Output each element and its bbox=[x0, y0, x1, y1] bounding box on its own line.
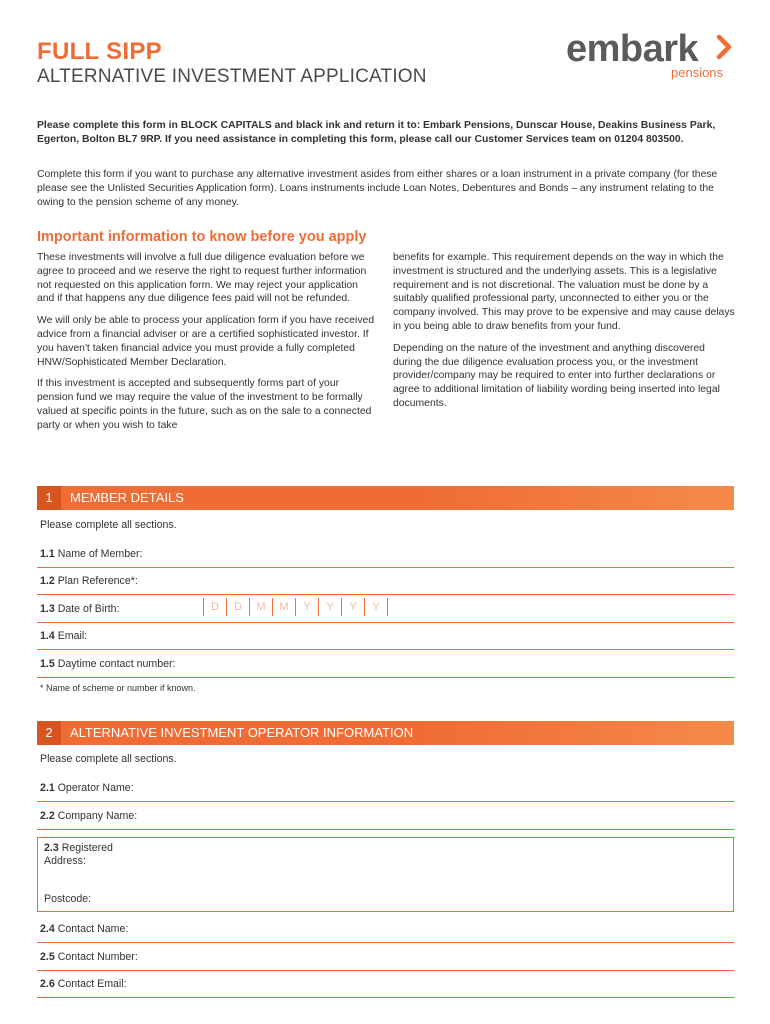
section-2-header bbox=[37, 721, 734, 745]
logo-subtext: pensions bbox=[671, 65, 724, 80]
dob-year-box[interactable]: Y bbox=[341, 598, 364, 616]
field-label: Date of Birth: bbox=[57, 603, 120, 615]
info-paragraph: Depending on the nature of the investment and anything discovered during the due diligence evaluation process you, or the investment provider/company may be required to enter into further declarations or agree to additional limitation of liability wording being inserted into legal documents. bbox=[393, 342, 720, 409]
important-info-right-column bbox=[393, 251, 735, 419]
field-number: 2.5 bbox=[40, 951, 55, 963]
contact-name-row bbox=[37, 916, 734, 943]
field-label: Company Name: bbox=[57, 810, 138, 822]
section-2-instruction: Please complete all sections. bbox=[40, 753, 177, 765]
member-name-row bbox=[37, 541, 734, 568]
field-label: Contact Name: bbox=[57, 923, 129, 935]
section-1-header bbox=[37, 486, 734, 510]
field-number: 1.4 bbox=[40, 630, 55, 642]
field-label: Daytime contact number: bbox=[57, 658, 176, 670]
logo-wordmark: embark bbox=[566, 28, 699, 70]
plan-reference-row bbox=[37, 568, 734, 595]
field-label: Contact Email: bbox=[57, 978, 127, 990]
operator-name-input[interactable] bbox=[207, 778, 730, 798]
dob-day-box[interactable]: D bbox=[203, 598, 226, 616]
member-name-input[interactable] bbox=[207, 544, 730, 564]
dob-year-box[interactable]: Y bbox=[318, 598, 341, 616]
field-number: 2.2 bbox=[40, 810, 55, 822]
dob-month-box[interactable]: M bbox=[272, 598, 295, 616]
field-label: Email: bbox=[57, 630, 88, 642]
field-label: Registered bbox=[61, 842, 113, 854]
return-instructions: Please complete this form in BLOCK CAPITALS and black ink and return it to: Embark Pensions, Dunscar House, Deakins Business Park, Egerton, Bolton BL7 9RP. If you need assistance in completing this form, please call our Customer Services team on 01204 803500. bbox=[37, 120, 716, 145]
email-row bbox=[37, 623, 734, 650]
operator-name-row bbox=[37, 775, 734, 802]
important-info-heading: Important information to know before you apply bbox=[37, 229, 367, 245]
embark-logo bbox=[566, 30, 736, 86]
important-info-left-column bbox=[37, 251, 375, 441]
daytime-number-input[interactable] bbox=[212, 654, 730, 674]
field-number: 2.6 bbox=[40, 978, 55, 990]
dob-year-box[interactable]: Y bbox=[295, 598, 318, 616]
section-1-instruction: Please complete all sections. bbox=[40, 519, 177, 531]
contact-email-input[interactable] bbox=[207, 974, 730, 994]
form-purpose-text: Complete this form if you want to purchase any alternative investment asides from either shares or a loan instrument in a private company (for these please see the Unlisted Securities Application form). Loans instruments include Loan Notes, Debentures and Bonds – any instrument relating to the owing to the pension scheme of any money. bbox=[37, 169, 718, 208]
field-number: 1.1 bbox=[40, 548, 55, 560]
footnote: * Name of scheme or number if known. bbox=[40, 683, 196, 693]
field-label: Plan Reference*: bbox=[57, 575, 138, 587]
info-paragraph: If this investment is accepted and subsequently forms part of your pension fund we may require the value of the investment to be formally valued at specific points in the future, such as on the sale to a connected party or when you wish to take bbox=[37, 378, 372, 431]
dob-month-box[interactable]: M bbox=[249, 598, 272, 616]
chevron-right-icon bbox=[714, 34, 734, 60]
company-name-input[interactable] bbox=[207, 806, 730, 826]
email-input[interactable] bbox=[207, 626, 730, 646]
registered-address-box[interactable] bbox=[37, 837, 734, 912]
field-label: Name of Member: bbox=[57, 548, 143, 560]
contact-number-input[interactable] bbox=[207, 947, 730, 967]
section-title: ALTERNATIVE INVESTMENT OPERATOR INFORMATION bbox=[70, 725, 414, 740]
field-number: 2.1 bbox=[40, 782, 55, 794]
section-title: MEMBER DETAILS bbox=[70, 490, 184, 505]
form-subtitle: ALTERNATIVE INVESTMENT APPLICATION bbox=[37, 66, 427, 87]
field-number: 1.5 bbox=[40, 658, 55, 670]
field-number: 2.3 bbox=[44, 842, 59, 854]
dob-day-box[interactable]: D bbox=[226, 598, 249, 616]
postcode-label: Postcode: bbox=[44, 893, 92, 905]
field-number: 1.2 bbox=[40, 575, 55, 587]
daytime-number-row bbox=[37, 651, 734, 678]
section-number: 2 bbox=[37, 721, 61, 745]
info-paragraph: We will only be able to process your application form if you have received advice from a financial adviser or are a certified sophisticated investor. If you haven't taken financial advice you must provide a fully completed HNW/Sophisticated Member Declaration. bbox=[37, 315, 375, 368]
company-name-row bbox=[37, 803, 734, 830]
field-number: 2.4 bbox=[40, 923, 55, 935]
form-title: FULL SIPP bbox=[37, 38, 162, 65]
date-of-birth-boxes[interactable] bbox=[203, 598, 388, 618]
contact-name-input[interactable] bbox=[207, 919, 730, 939]
field-label: Address: bbox=[44, 855, 86, 867]
dob-year-box[interactable]: Y bbox=[364, 598, 388, 616]
section-number: 1 bbox=[37, 486, 61, 510]
contact-number-row bbox=[37, 944, 734, 971]
field-number: 1.3 bbox=[40, 603, 55, 615]
info-paragraph: These investments will involve a full due diligence evaluation before we agree to proceed and we reserve the right to request further information not requested on this application form. We may reject your application and if that happens any due diligence fees paid will not be refunded. bbox=[37, 252, 367, 305]
info-paragraph: benefits for example. This requirement depends on the way in which the investment is structured and the underlying assets. This is a legislative requirement and is not discretional. The valuation must be done by a suitably qualified professional party, unconnected to either you or the company involved. This may prove to be expensive and may cause delays in you being able to draw benefits from your fund. bbox=[393, 252, 735, 332]
field-label: Contact Number: bbox=[57, 951, 138, 963]
contact-email-row bbox=[37, 971, 734, 998]
plan-reference-input[interactable] bbox=[207, 571, 730, 591]
field-label: Operator Name: bbox=[57, 782, 134, 794]
date-of-birth-row bbox=[37, 596, 734, 623]
